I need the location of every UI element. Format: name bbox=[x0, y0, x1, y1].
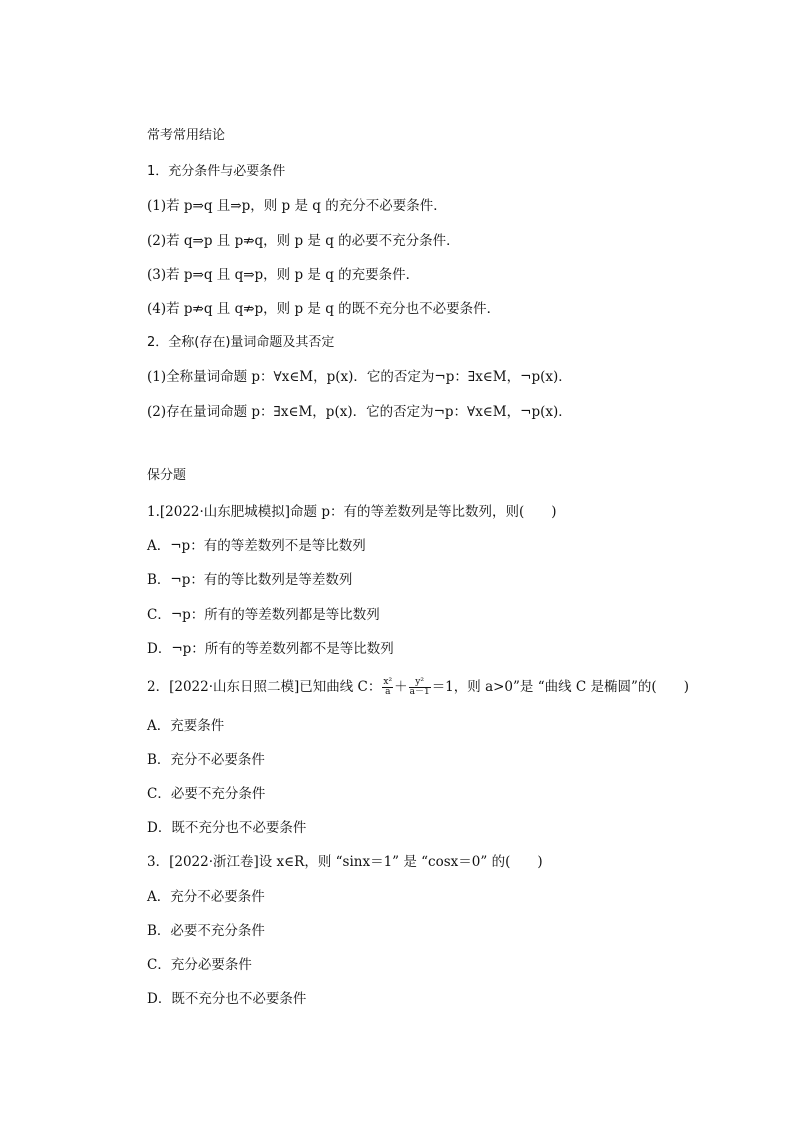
conclusion-item-2: (2)若 q⇒p 且 p⇏q，则 p 是 q 的必要不充分条件． bbox=[147, 233, 460, 249]
conclusion-item-3: (3)若 p⇒q 且 q⇒p，则 p 是 q 的充要条件． bbox=[147, 267, 420, 283]
question-2-option-a: A．充要条件 bbox=[147, 718, 225, 734]
question-1-stem: 1.[2022·山东肥城模拟]命题 p：有的等差数列是等比数列，则( ) bbox=[147, 504, 557, 520]
question-1-option-b: B．¬p：有的等比数列是等差数列 bbox=[147, 572, 353, 588]
quantifier-item-2: (2)存在量词命题 p：∃x∈M，p(x)．它的否定为¬p：∀x∈M，¬p(x)． bbox=[147, 404, 572, 420]
question-3-option-a: A．充分不必要条件 bbox=[147, 889, 265, 905]
question-1-option-c: C．¬p：所有的等差数列都是等比数列 bbox=[147, 607, 380, 623]
fraction-2-numerator: y² bbox=[409, 678, 431, 688]
fraction-1-denominator: a bbox=[385, 687, 391, 697]
question-3-option-b: B．必要不充分条件 bbox=[147, 923, 265, 939]
question-1-option-a: A．¬p：有的等差数列不是等比数列 bbox=[147, 538, 366, 554]
fraction-1-numerator: x² bbox=[383, 677, 393, 687]
section-title-basic-questions: 保分题 bbox=[147, 468, 187, 483]
plus-sign: ＋ bbox=[394, 679, 408, 695]
question-2-option-c: C．必要不充分条件 bbox=[147, 786, 266, 802]
fraction-2-denominator: a－1 bbox=[409, 687, 430, 697]
conclusion-item-4: (4)若 p⇏q 且 q⇏p，则 p 是 q 的既不充分也不必要条件． bbox=[147, 301, 501, 317]
fraction-y-over-a-minus-1 bbox=[409, 678, 431, 697]
question-2-option-d: D．既不充分也不必要条件 bbox=[147, 820, 307, 836]
conclusion-item-1: (1)若 p⇒q 且⇒p，则 p 是 q 的充分不必要条件． bbox=[147, 198, 447, 214]
question-2-stem bbox=[147, 678, 689, 697]
question-3-stem: 3．[2022·浙江卷]设 x∈R，则 “sinx＝1” 是 “cosx＝0” 的( ) bbox=[147, 854, 543, 870]
question-3-option-d: D．既不充分也不必要条件 bbox=[147, 991, 307, 1007]
subtitle-conditions: 1．充分条件与必要条件 bbox=[147, 164, 286, 179]
question-3-option-c: C．充分必要条件 bbox=[147, 957, 252, 973]
quantifier-item-1: (1)全称量词命题 p：∀x∈M，p(x)．它的否定为¬p：∃x∈M，¬p(x)． bbox=[147, 369, 572, 385]
subtitle-quantifiers: 2．全称(存在)量词命题及其否定 bbox=[147, 335, 335, 350]
question-2-option-b: B．充分不必要条件 bbox=[147, 752, 265, 768]
question-1-option-d: D．¬p：所有的等差数列都不是等比数列 bbox=[147, 641, 394, 657]
section-title-conclusions: 常考常用结论 bbox=[147, 128, 226, 143]
question-2-stem-prefix: 2．[2022·山东日照二模]已知曲线 C： bbox=[147, 679, 382, 695]
fraction-x-over-a bbox=[382, 678, 393, 697]
question-2-stem-suffix: ＝1，则 a>0”是 “曲线 C 是椭圆”的( ) bbox=[431, 679, 689, 695]
